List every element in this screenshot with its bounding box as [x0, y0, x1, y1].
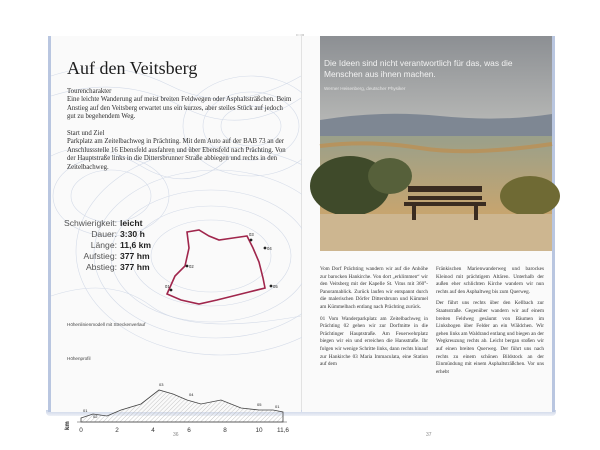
stat-label: Schwierigkeit:: [63, 218, 117, 228]
section-character: [67, 88, 293, 122]
tour-stats: [61, 218, 151, 273]
route-map: [147, 226, 287, 306]
stat-label: Dauer:: [91, 229, 117, 239]
profile-waypoint: 01: [275, 404, 280, 409]
profile-caption: Höhenprofil: [67, 356, 91, 361]
profile-tick: 4: [151, 427, 155, 434]
waypoint-label: 01: [165, 284, 170, 289]
profile-unit: km: [65, 421, 71, 430]
page-number: 36: [173, 432, 179, 438]
right-page: [302, 36, 555, 438]
stat-value: 11,6 km: [120, 240, 152, 250]
profile-waypoint: 03: [159, 382, 164, 387]
waypoint-label: 03: [249, 232, 254, 237]
stat-value: 3:30 h: [120, 229, 145, 239]
elevation-profile: [61, 366, 293, 438]
waypoint-label: 02: [189, 264, 194, 269]
left-page: [48, 36, 301, 438]
stat-value: 377 hm: [120, 251, 150, 261]
paragraph: Der führt uns rechts über den Kellbach zur Staatsstraße. Gegenüber wandern wir auf einem breiten Feldweg gesäumt von Bäumen im Linksbogen über Felder an ein Wäldchen. Wir gehen links am Waldrand entlang und biegen an der Wegkreuzung rechts ab. Leicht bergan stoßen wir auf einen breiten Querweg. Der führt uns nach rechts zu einem schönen Bildstock an der Einmündung mit einem Asphaltsträßchen. Vor uns erhebt: [436, 300, 544, 375]
stat-label: Länge:: [90, 240, 117, 250]
page-number: 37: [426, 432, 432, 438]
profile-tick: 11,6: [277, 427, 289, 434]
profile-tick: 2: [115, 427, 119, 434]
section-heading: Start und Ziel: [67, 130, 105, 137]
profile-waypoint: 02: [93, 414, 98, 419]
section-text: Parkplatz am Zeitelbachweg in Prächting. Mit dem Auto auf der BAB 73 an der Anschlussstelle 16 Ebensfeld ausfahren und über Ebensfeld nach Prächting. Von der Hauptstraße links in die Dittersbrunner Straße abbiegen und rechts in den Zeitelbachweg.: [67, 138, 286, 171]
quote-source: Werner Heisenberg, deutscher Physiker: [324, 86, 406, 91]
stat-value: leicht: [120, 218, 143, 228]
stat-row: [61, 262, 151, 273]
stat-row: [61, 240, 151, 251]
paragraph: Vom Dorf Prächting wandern wir auf die Anhöhe zur barocken Hankirche. Von dort „erklimmen“ wir den Veitsberg mit der Kapelle St. Vitus mit 360°-Panoramablick. Zurück laufen wir entspannt durch die malerischen Dörfer Dittersbrunn und Kümmel am Kümmelbach entlang nach Prächting zurück.: [320, 266, 428, 310]
profile-tick: 0: [79, 427, 83, 434]
stat-row: [61, 218, 151, 229]
page-title: Auf den Veitsberg: [67, 58, 198, 78]
section-text: Eine leichte Wanderung auf meist breiten Feldwegen oder Asphaltsträßchen. Beim Anstieg auf den Veitsberg erwartet uns ein kurzes, aber steiles Stück auf jedoch gut zu begehendem Weg.: [67, 96, 292, 121]
section-start: [67, 130, 293, 172]
text-column-2: [436, 266, 544, 380]
waypoint-label: 05: [273, 284, 278, 289]
profile-waypoint: 05: [257, 402, 262, 407]
text-column-1: [320, 266, 428, 373]
paragraph: Fränkischen Marienwanderweg und barockes Kleinod mit prächtigem Altären. Unterhalb der außen eher schlichten Kirche wandern wir nun rechts auf den Asphaltweg bis zum Querweg.: [436, 266, 544, 295]
stat-row: [61, 251, 151, 262]
profile-waypoint: 01: [83, 408, 88, 413]
stat-label: Abstieg:: [85, 262, 117, 272]
stat-label: Aufstieg:: [83, 251, 117, 261]
profile-tick: 8: [223, 427, 227, 434]
profile-tick: 10: [255, 427, 263, 434]
stat-value: 377 hm: [120, 262, 150, 272]
waypoint-label: 04: [267, 246, 272, 251]
section-heading: Tourencharakter: [67, 88, 112, 95]
map-caption: Höhenlinienmodell mit Streckenverlauf: [67, 322, 146, 327]
stat-row: [61, 229, 151, 240]
profile-waypoint: 04: [189, 392, 194, 397]
profile-tick: 6: [187, 427, 191, 434]
profile-area: [81, 390, 283, 422]
quote-text: Die Ideen sind nicht verantwortlich für das, was die Menschen aus ihnen machen.: [324, 58, 513, 79]
paragraph: 01 Vom Wanderparkplatz am Zeitelbachweg in Prächting 02 gehen wir zur Dorfmitte in die Prächtinger Hauptstraße. Am Feuerwehrplatz biegen wir ein und erreichen die Hansstraße. Ihr folgen wir wenige Schritte links, dann rechts hinauf zur Hankirche 03 Maria Immaculata, eine Station auf dem: [320, 315, 428, 368]
